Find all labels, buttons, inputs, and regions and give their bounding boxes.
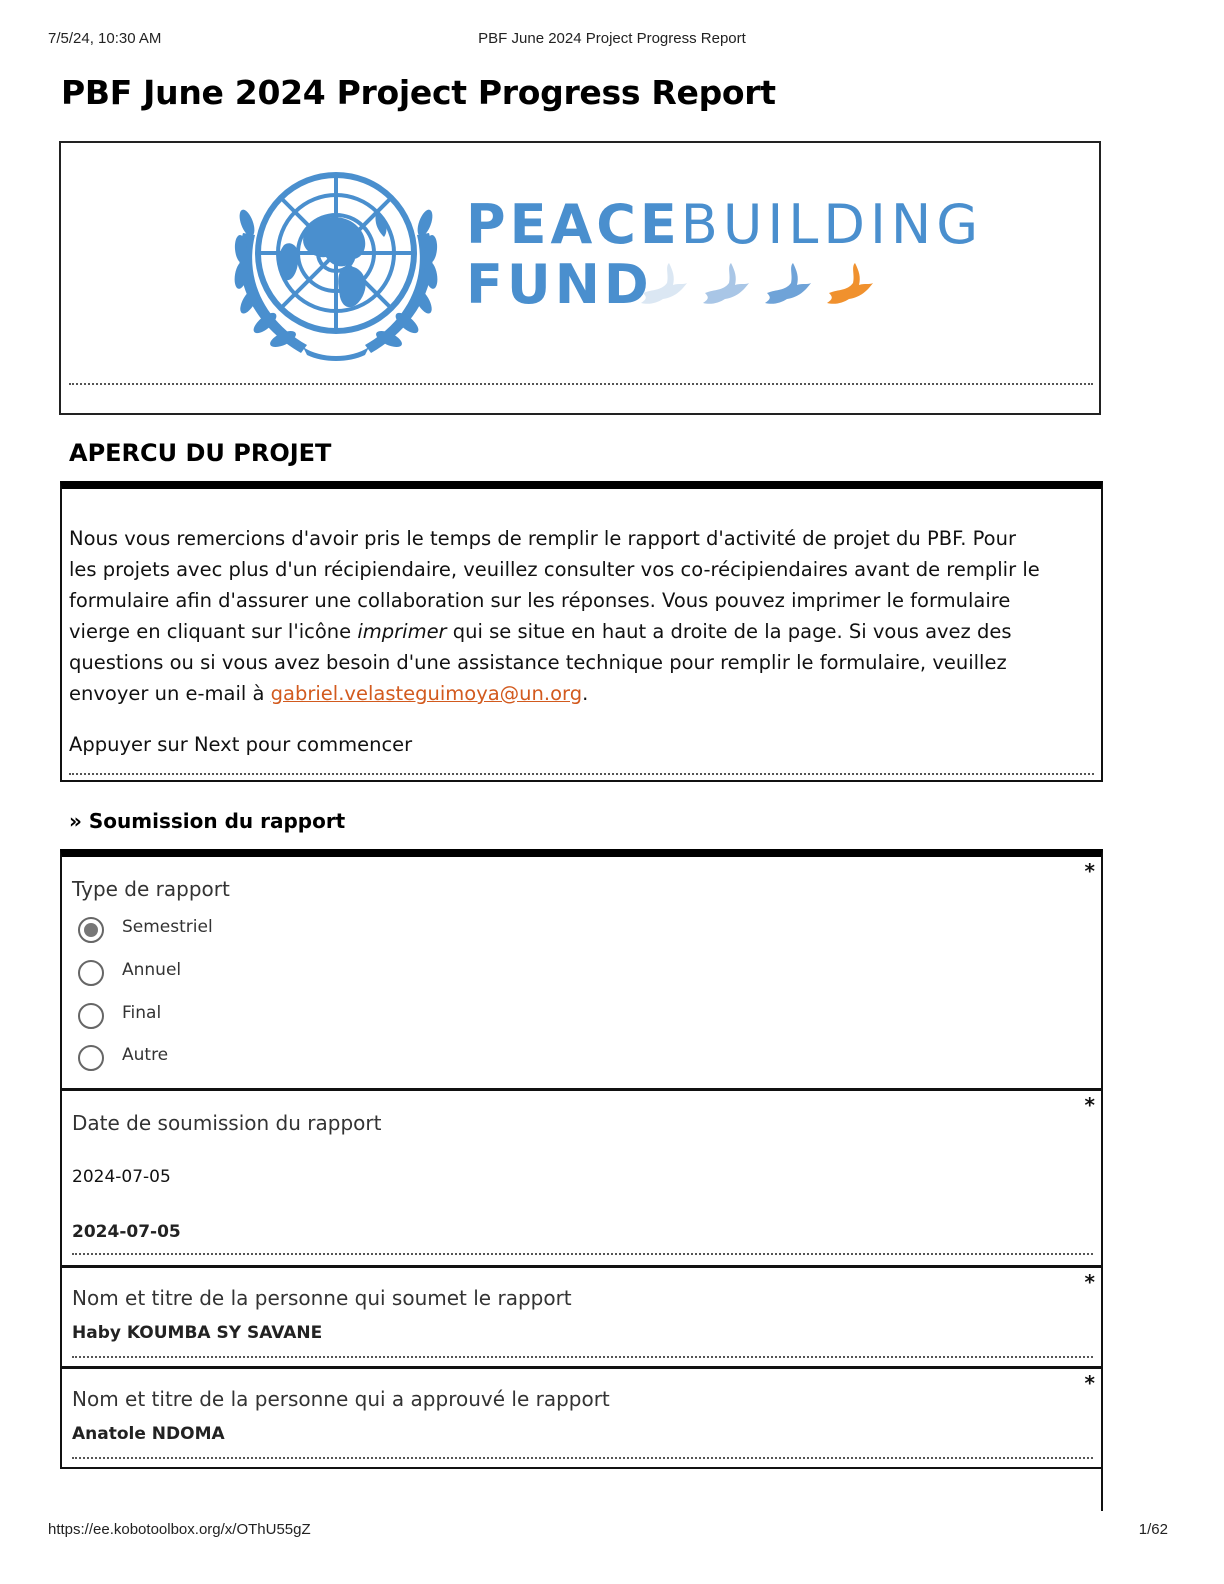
- print-keyword: imprimer: [357, 620, 447, 643]
- un-emblem-icon: [221, 163, 451, 363]
- option-label: Annuel: [122, 960, 182, 980]
- dove-icon-2: [703, 263, 749, 304]
- submitter-name-value[interactable]: Haby KOUMBA SY SAVANE: [72, 1323, 323, 1343]
- logo-word-building: BUILDING: [680, 193, 984, 256]
- question-report-type: [62, 857, 1101, 1090]
- intro-divider: [69, 773, 1094, 775]
- field-divider: [72, 1253, 1093, 1255]
- question-label: Date de soumission du rapport: [72, 1111, 382, 1135]
- question-approver: [62, 1369, 1101, 1467]
- print-timestamp: 7/5/24, 10:30 AM: [48, 30, 162, 47]
- print-document-title: PBF June 2024 Project Progress Report: [478, 30, 746, 47]
- question-submission-date: [62, 1091, 1101, 1265]
- required-marker: *: [1084, 1371, 1095, 1395]
- required-marker: *: [1084, 859, 1095, 883]
- question-submitter: [62, 1268, 1101, 1366]
- required-marker: *: [1084, 1270, 1095, 1294]
- submission-group: [60, 849, 1103, 1467]
- required-marker: *: [1084, 1093, 1095, 1117]
- dove-icon-1: [641, 263, 687, 304]
- print-footer: [48, 1521, 1176, 1541]
- doves-icon: [639, 263, 879, 313]
- date-input[interactable]: 2024-07-05: [72, 1167, 171, 1187]
- option-label: Semestriel: [122, 917, 213, 937]
- logo-word-fund: FUND: [466, 253, 653, 316]
- print-page-number: 1/62: [1138, 1521, 1168, 1538]
- intro-panel: [60, 481, 1103, 782]
- panel-edge: [1101, 1467, 1103, 1511]
- radio-button[interactable]: [78, 1045, 104, 1071]
- logo-divider: [69, 383, 1093, 385]
- print-url: https://ee.kobotoolbox.org/x/OThU55gZ: [48, 1521, 311, 1538]
- logo-word-peace: PEACE: [466, 193, 681, 256]
- support-email-link[interactable]: gabriel.velasteguimoya@un.org: [270, 682, 583, 705]
- print-header: [48, 30, 1176, 50]
- form-title: PBF June 2024 Project Progress Report: [61, 73, 776, 112]
- question-separator: [60, 1467, 1103, 1469]
- option-label: Autre: [122, 1045, 169, 1065]
- group-title-submission: » Soumission du rapport: [69, 809, 346, 833]
- radio-button-checked[interactable]: [78, 917, 104, 943]
- radio-button[interactable]: [78, 960, 104, 986]
- intro-text: [69, 523, 1049, 760]
- start-instruction: Appuyer sur Next pour commencer: [69, 733, 413, 756]
- question-label: Nom et titre de la personne qui a approuvé le rapport: [72, 1387, 610, 1411]
- question-label: Nom et titre de la personne qui soumet le rapport: [72, 1286, 572, 1310]
- logo-banner: [59, 141, 1101, 415]
- field-divider: [72, 1457, 1093, 1459]
- field-divider: [72, 1356, 1093, 1358]
- date-display-value: 2024-07-05: [72, 1222, 181, 1242]
- question-label: Type de rapport: [72, 877, 230, 901]
- approver-name-value[interactable]: Anatole NDOMA: [72, 1424, 225, 1444]
- dove-icon-3: [765, 263, 811, 304]
- option-label: Final: [122, 1003, 162, 1023]
- section-title-overview: APERCU DU PROJET: [69, 439, 332, 467]
- dove-icon-4: [827, 263, 873, 304]
- intro-paragraph: Nous vous remercions d'avoir pris le temps de remplir le rapport d'activité de projet du PBF. Pour les projets avec plus d'un récipiendaire, veuillez consulter vos co-récipiendaires avant de remplir le formulaire afin d'assurer une collaboration sur les réponses. Vous pouvez imprimer le formulaire vierge en cliquant sur l'icône imprimer qui se situe en haut a droite de la page. Si vous avez des questions ou si vous avez besoin d'une assistance technique pour remplir le formulaire, veuillez envoyer un e-mail à gabriel.velasteguimoya@un.org.: [69, 527, 1040, 705]
- radio-button[interactable]: [78, 1003, 104, 1029]
